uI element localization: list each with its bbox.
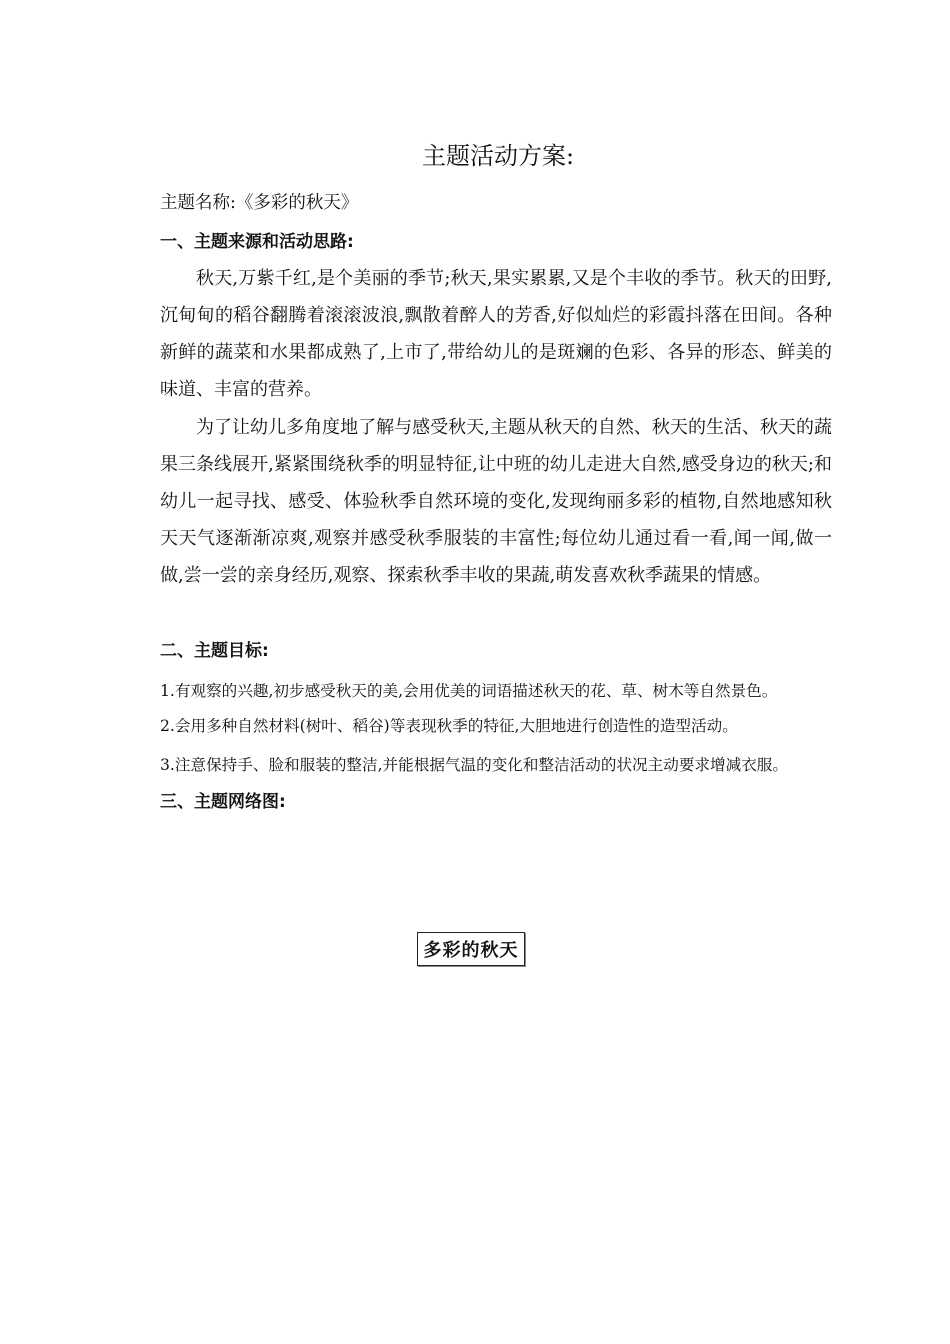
- section-heading-goals: 二、主题目标:: [160, 641, 269, 661]
- goal-item-3: 3.注意保持手、脸和服装的整洁,并能根据气温的变化和整洁活动的状况主动要求增减衣服。: [160, 756, 788, 774]
- goal-item-2: 2.会用多种自然材料(树叶、稻谷)等表现秋季的特征,大胆地进行创造性的造型活动。: [160, 717, 738, 735]
- section-heading-source: 一、主题来源和活动思路:: [160, 232, 354, 252]
- section-heading-network: 三、主题网络图:: [160, 792, 286, 812]
- goal-item-1: 1.有观察的兴趣,初步感受秋天的美,会用优美的词语描述秋天的花、草、树木等自然景色。: [160, 682, 778, 700]
- document-title: 主题活动方案:: [421, 142, 575, 170]
- network-center-node: [417, 932, 525, 966]
- network-center-node-label: 多彩的秋天: [423, 940, 519, 961]
- source-paragraph-1: 秋天,万紫千红,是个美丽的季节;秋天,果实累累,又是个丰收的季节。秋天的田野,沉甸甸的稻谷翻腾着滚滚波浪,飘散着醉人的芳香,好似灿烂的彩霞抖落在田间。各种新鲜的蔬菜和水果都成熟了,上市了,带给幼儿的是斑斓的色彩、各异的形态、鲜美的味道、丰富的营养。: [160, 268, 832, 400]
- source-paragraph-2: 为了让幼儿多角度地了解与感受秋天,主题从秋天的自然、秋天的生活、秋天的蔬果三条线展开,紧紧围绕秋季的明显特征,让中班的幼儿走进大自然,感受身边的秋天;和幼儿一起寻找、感受、体验秋季自然环境的变化,发现绚丽多彩的植物,自然地感知秋天天气逐渐渐凉爽,观察并感受秋季服装的丰富性;每位幼儿通过看一看,闻一闻,做一做,尝一尝的亲身经历,观察、探索秋季丰收的果蔬,萌发喜欢秋季蔬果的情感。: [160, 417, 832, 586]
- topic-name: 主题名称:《多彩的秋天》: [160, 193, 359, 213]
